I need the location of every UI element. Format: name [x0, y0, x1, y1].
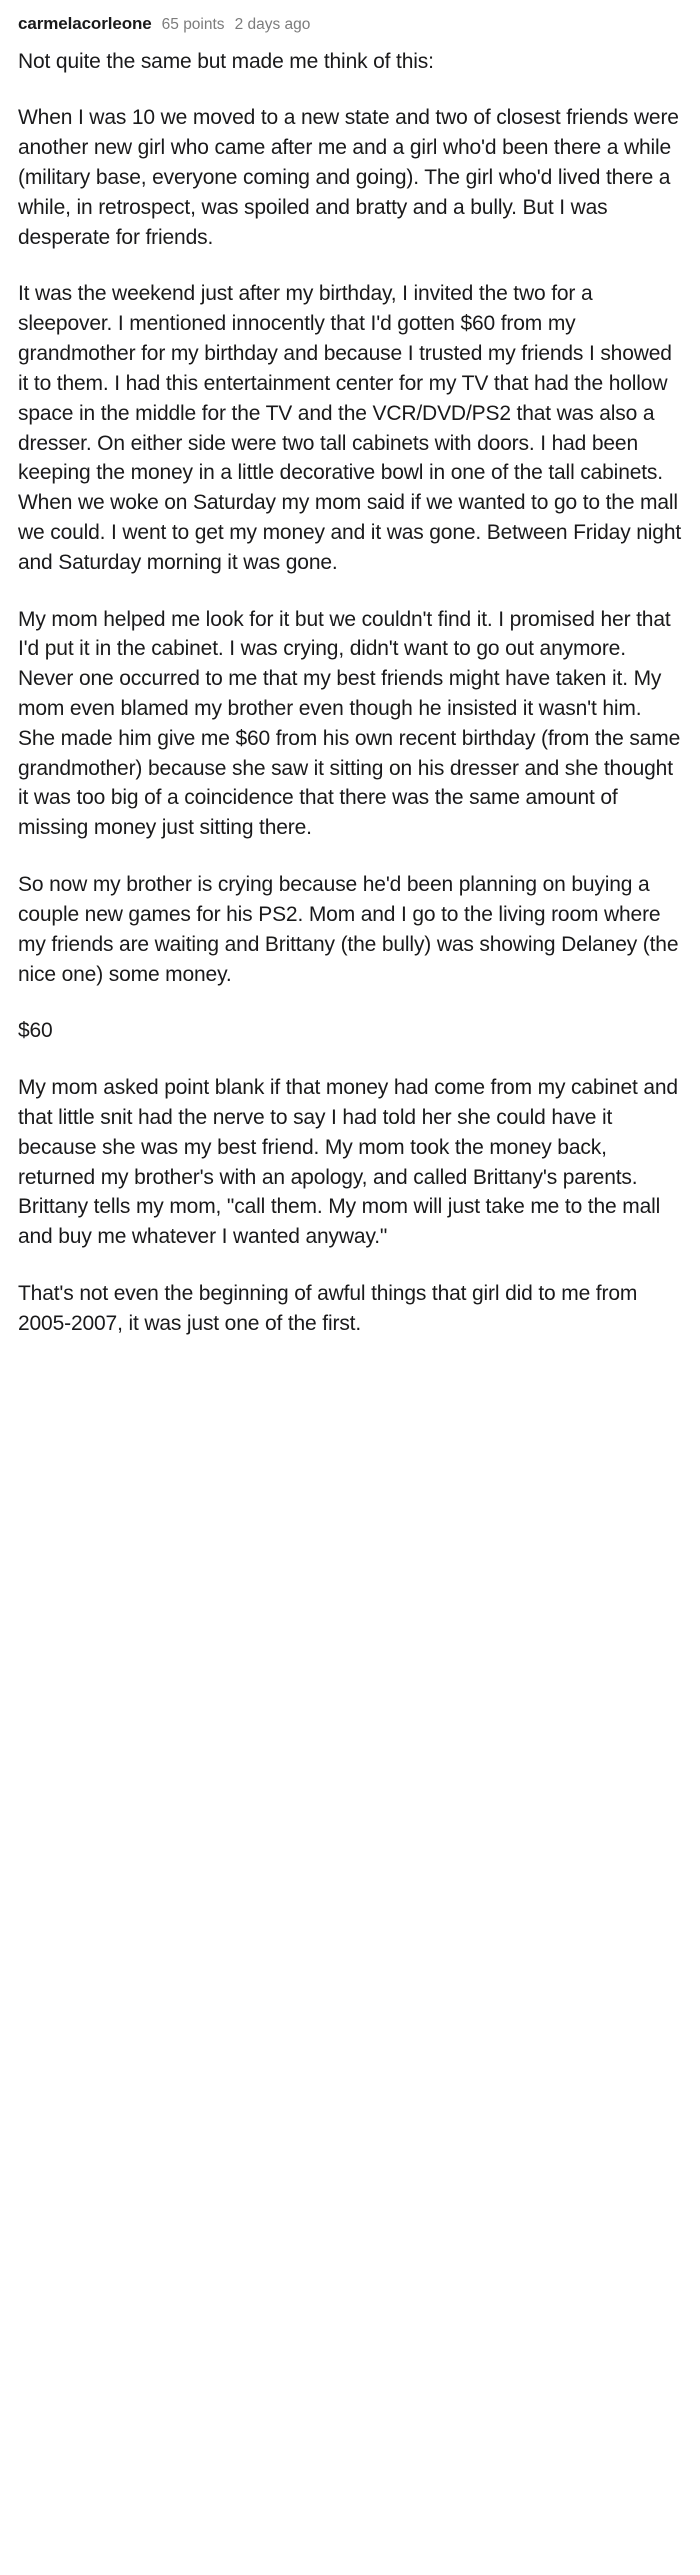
comment-paragraph: Not quite the same but made me think of this:: [18, 49, 434, 73]
comment-paragraph: My mom asked point blank if that money had come from my cabinet and that little snit had the nerve to say I had told her she could have it because she was my best friend. My mom took the money back, returned my brother's with an apology, and called Brittany's parents. Brittany tells my mom, "call them. My mom will just take me to the mall and buy me whatever I wanted anyway.": [18, 1076, 678, 1249]
comment-body: [18, 47, 682, 1339]
comment-paragraph: So now my brother is crying because he'd been planning on buying a couple new games for his PS2. Mom and I go to the living room where my friends are waiting and Brittany (the bully) was showing Delaney (the nice one) some money.: [18, 873, 679, 986]
comment-paragraph: That's not even the beginning of awful things that girl did to me from 2005-2007, it was just one of the first.: [18, 1282, 638, 1335]
comment-paragraph: My mom helped me look for it but we couldn't find it. I promised her that I'd put it in the cabinet. I was crying, didn't want to go out anymore. Never one occurred to me that my best friends might have taken it. My mom even blamed my brother even though he insisted it wasn't him. She made him give me $60 from his own recent birthday (from the same grandmother) because she saw it sitting on his dresser and she thought it was too big of a coincidence that there was the same amount of missing money just sitting there.: [18, 607, 681, 840]
comment-paragraph: When I was 10 we moved to a new state and two of closest friends were another new girl who came after me and a girl who'd been there a while (military base, everyone coming and going). The girl who'd lived there a while, in retrospect, was spoiled and bratty and a bully. But I was desperate for friends.: [18, 106, 679, 249]
comment-score: 65 points: [161, 16, 225, 33]
comment-header: [18, 14, 682, 35]
comment-timestamp: 2 days ago: [234, 16, 311, 33]
comment-paragraph: $60: [18, 1019, 53, 1043]
comment-paragraph: It was the weekend just after my birthday, I invited the two for a sleepover. I mentioned innocently that I'd gotten $60 from my grandmother for my birthday and because I trusted my friends I showed it to them. I had this entertainment center for my TV that had the hollow space in the middle for the TV and the VCR/DVD/PS2 that was also a dresser. On either side were two tall cabinets with doors. I had been keeping the money in a little decorative bowl in one of the tall cabinets. When we woke on Saturday my mom said if we wanted to go to the mall we could. I went to get my money and it was gone. Between Friday night and Saturday morning it was gone.: [18, 282, 682, 574]
comment-author[interactable]: carmelacorleone: [18, 14, 152, 33]
